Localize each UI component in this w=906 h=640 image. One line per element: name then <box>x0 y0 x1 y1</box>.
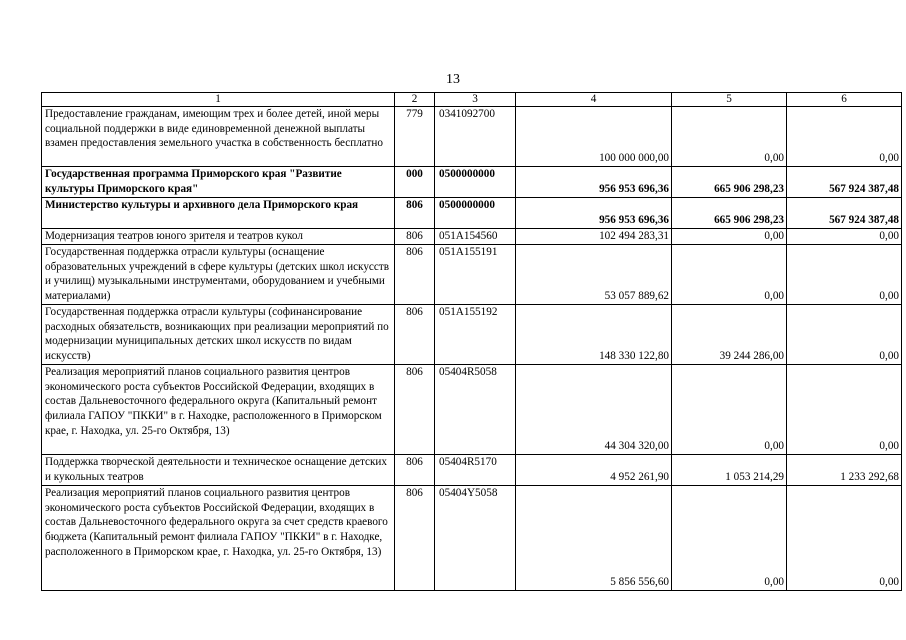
row-value-cell: 567 924 387,48 <box>787 167 902 198</box>
row-code-cell: 806 <box>395 198 435 229</box>
row-code-cell: 806 <box>395 229 435 245</box>
row-code-cell: 806 <box>395 455 435 486</box>
row-kbk-cell: 051A155191 <box>435 245 516 305</box>
row-kbk-cell: 05404R5170 <box>435 455 516 486</box>
row-value-cell: 0,00 <box>787 229 902 245</box>
row-code-cell: 806 <box>395 245 435 305</box>
table-row <box>42 455 902 486</box>
row-value-cell: 956 953 696,36 <box>516 198 672 229</box>
row-value-cell: 567 924 387,48 <box>787 198 902 229</box>
row-kbk-cell: 05404Y5058 <box>435 486 516 591</box>
row-kbk-cell: 05404R5058 <box>435 365 516 455</box>
table-row <box>42 245 902 305</box>
row-code-cell: 806 <box>395 365 435 455</box>
row-value-cell: 0,00 <box>672 365 787 455</box>
row-value-cell: 0,00 <box>787 305 902 365</box>
header-cell: 5 <box>672 93 787 107</box>
row-kbk-cell: 051A154560 <box>435 229 516 245</box>
row-value-cell: 44 304 320,00 <box>516 365 672 455</box>
row-kbk-cell: 0341092700 <box>435 107 516 167</box>
row-value-cell: 956 953 696,36 <box>516 167 672 198</box>
header-row <box>42 93 902 107</box>
row-name-cell: Модернизация театров юного зрителя и театров кукол <box>42 229 395 245</box>
row-name-cell: Предоставление гражданам, имеющим трех и более детей, иной меры социальной поддержки в виде единовременной денежной выплаты взамен предоставления земельного участка в собственность бесплатно <box>42 107 395 167</box>
row-value-cell: 665 906 298,23 <box>672 198 787 229</box>
row-kbk-cell: 0500000000 <box>435 198 516 229</box>
header-cell: 3 <box>435 93 516 107</box>
header-cell: 4 <box>516 93 672 107</box>
row-code-cell: 806 <box>395 486 435 591</box>
row-value-cell: 0,00 <box>787 245 902 305</box>
row-value-cell: 0,00 <box>672 107 787 167</box>
row-code-cell: 000 <box>395 167 435 198</box>
row-value-cell: 148 330 122,80 <box>516 305 672 365</box>
row-kbk-cell: 051A155192 <box>435 305 516 365</box>
row-code-cell: 806 <box>395 305 435 365</box>
row-value-cell: 665 906 298,23 <box>672 167 787 198</box>
table-row <box>42 229 902 245</box>
table-row <box>42 365 902 455</box>
row-name-cell: Государственная поддержка отрасли культуры (оснащение образовательных учреждений в сфере культуры (детских школ искусств и училищ) музыкальными инструментами, оборудованием и учебными материалами) <box>42 245 395 305</box>
row-name-cell: Государственная программа Приморского края "Развитие культуры Приморского края" <box>42 167 395 198</box>
table-row <box>42 486 902 591</box>
row-value-cell: 0,00 <box>787 365 902 455</box>
table-row <box>42 198 902 229</box>
row-name-cell: Поддержка творческой деятельности и техническое оснащение детских и кукольных театров <box>42 455 395 486</box>
row-value-cell: 53 057 889,62 <box>516 245 672 305</box>
row-name-cell: Реализация мероприятий планов социального развития центров экономического роста субъектов Российской Федерации, входящих в состав Дальневосточного федерального округа за счет средств краевого бюджета (Капитальный ремонт филиала ГАПОУ "ПККИ" в г. Находке, расположенного в Приморском крае, г. Находка, ул. 25-го Октября, 13) <box>42 486 395 591</box>
row-value-cell: 1 233 292,68 <box>787 455 902 486</box>
row-value-cell: 0,00 <box>787 486 902 591</box>
row-name-cell: Государственная поддержка отрасли культуры (софинансирование расходных обязательств, возникающих при реализации мероприятий по модернизации муниципальных детских школ искусств по видам искусств) <box>42 305 395 365</box>
row-value-cell: 0,00 <box>672 486 787 591</box>
header-cell: 2 <box>395 93 435 107</box>
page-number: 13 <box>446 72 460 87</box>
row-value-cell: 0,00 <box>672 245 787 305</box>
row-kbk-cell: 0500000000 <box>435 167 516 198</box>
row-value-cell: 4 952 261,90 <box>516 455 672 486</box>
row-code-cell: 779 <box>395 107 435 167</box>
table-row <box>42 167 902 198</box>
header-cell: 1 <box>42 93 395 107</box>
header-cell: 6 <box>787 93 902 107</box>
row-value-cell: 5 856 556,60 <box>516 486 672 591</box>
row-value-cell: 100 000 000,00 <box>516 107 672 167</box>
row-value-cell: 0,00 <box>787 107 902 167</box>
table-row <box>42 107 902 167</box>
budget-table <box>41 92 902 591</box>
row-value-cell: 0,00 <box>672 229 787 245</box>
row-value-cell: 39 244 286,00 <box>672 305 787 365</box>
row-name-cell: Министерство культуры и архивного дела Приморского края <box>42 198 395 229</box>
row-value-cell: 102 494 283,31 <box>516 229 672 245</box>
table-row <box>42 305 902 365</box>
row-name-cell: Реализация мероприятий планов социального развития центров экономического роста субъектов Российской Федерации, входящих в состав Дальневосточного федерального округа (Капитальный ремонт филиала ГАПОУ "ПККИ" в г. Находке, расположенного в Приморском крае, г. Находка, ул. 25-го Октября, 13) <box>42 365 395 455</box>
row-value-cell: 1 053 214,29 <box>672 455 787 486</box>
